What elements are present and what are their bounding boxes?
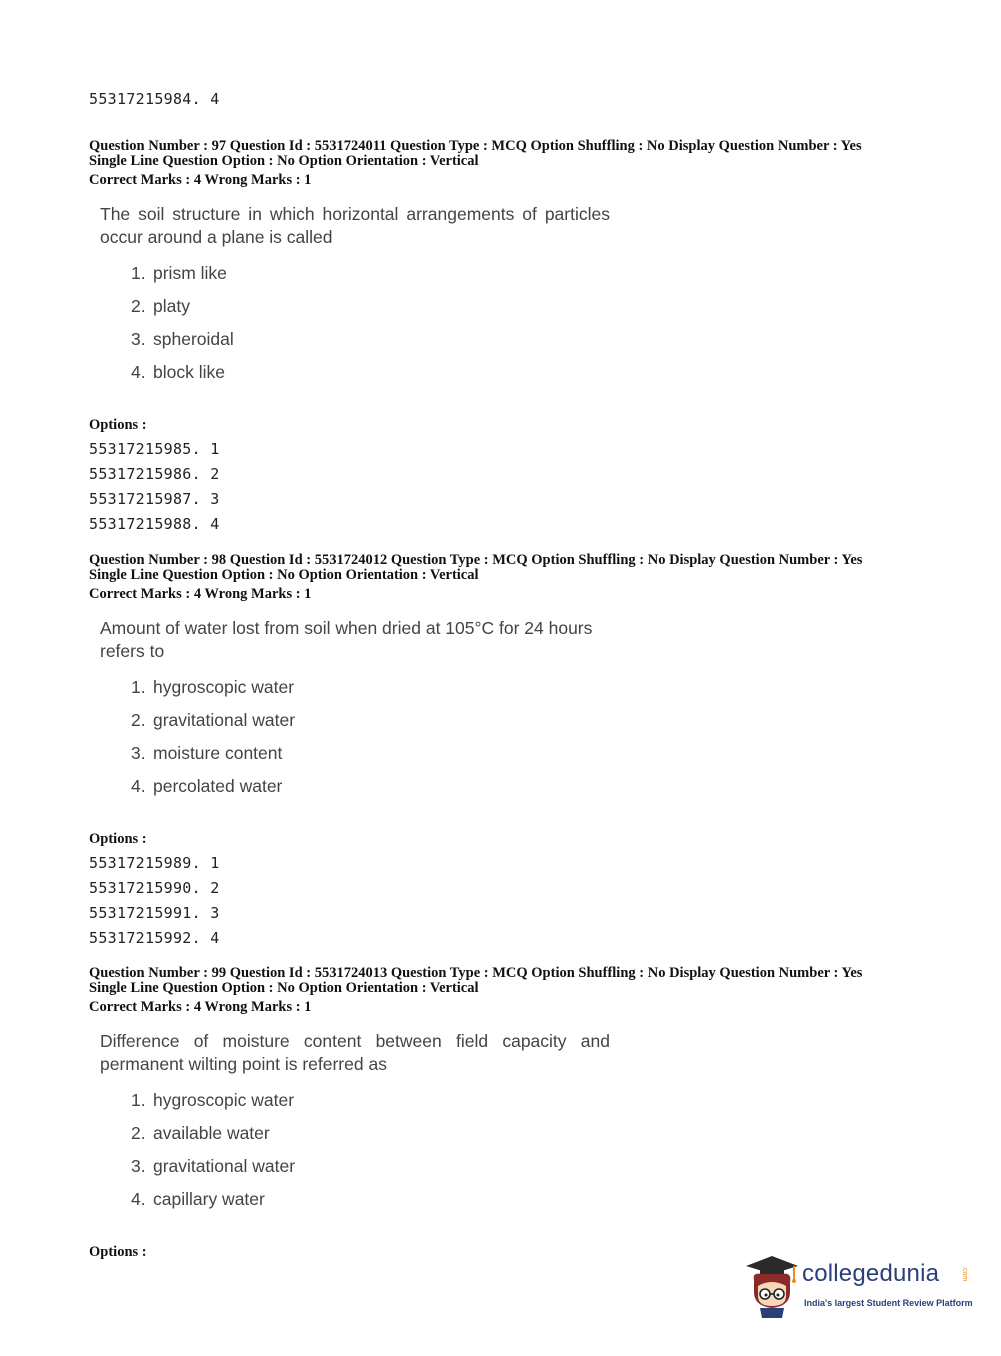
question-text: Amount of water lost from soil when dried at 105°C for 24 hours refers to	[100, 617, 593, 661]
question-marks: Correct Marks : 4 Wrong Marks : 1	[89, 999, 312, 1015]
question-meta	[89, 966, 919, 1015]
answer-choice: 1. hygroscopic water	[131, 1089, 295, 1110]
question-meta-line-2: Single Line Question Option : No Option Orientation : Vertical	[89, 152, 479, 169]
question-marks: Correct Marks : 4 Wrong Marks : 1	[89, 586, 312, 602]
answer-choices	[131, 257, 610, 389]
answer-choice: 4. capillary water	[131, 1188, 265, 1209]
option-id: 55317215989. 1	[89, 853, 220, 872]
question-body	[100, 1030, 610, 1216]
logo-tagline: India's largest Student Review Platform	[804, 1298, 973, 1308]
answer-choice: 3. gravitational water	[131, 1155, 296, 1176]
answer-choice: 3. moisture content	[131, 742, 283, 763]
question-body	[100, 617, 610, 803]
option-id: 55317215986. 2	[89, 464, 220, 483]
option-id: 55317215985. 1	[89, 439, 220, 458]
options-label: Options :	[89, 830, 147, 847]
question-body	[100, 203, 610, 389]
question-meta	[89, 553, 919, 602]
options-label: Options :	[89, 1243, 147, 1260]
question-text: Difference of moisture content between field capacity and permanent wilting point is referred as	[100, 1030, 610, 1074]
answer-choice: 1. prism like	[131, 262, 227, 283]
option-ids	[89, 437, 919, 538]
option-id: 55317215991. 3	[89, 904, 220, 923]
answer-choice: 3. spheroidal	[131, 328, 234, 349]
question-meta	[89, 139, 919, 188]
answer-choice: 4. block like	[131, 361, 225, 382]
logo-suffix: .com	[961, 1266, 968, 1282]
collegedunia-logo	[742, 1252, 972, 1318]
previous-question-last-option: 55317215984. 4	[89, 90, 220, 108]
answer-choice: 4. percolated water	[131, 775, 283, 796]
answer-choice: 2. platy	[131, 295, 190, 316]
question-meta-line-1: Question Number : 99 Question Id : 5531724013 Question Type : MCQ Option Shuffling : No Display Question Number : Yes	[89, 965, 863, 981]
answer-choice: 2. available water	[131, 1122, 270, 1143]
logo-wordmark: collegedunia	[802, 1260, 940, 1287]
question-meta-line-2: Single Line Question Option : No Option Orientation : Vertical	[89, 566, 479, 583]
answer-choices	[131, 1084, 610, 1216]
option-ids	[89, 851, 919, 952]
mascot-icon	[742, 1252, 800, 1318]
option-id: 55317215990. 2	[89, 878, 220, 897]
question-text: The soil structure in which horizontal arrangements of particles occur around a plane is called	[100, 203, 610, 247]
question-meta-line-2: Single Line Question Option : No Option Orientation : Vertical	[89, 979, 479, 996]
option-id: 55317215988. 4	[89, 515, 220, 534]
question-block-98	[89, 553, 919, 952]
answer-choice: 2. gravitational water	[131, 709, 296, 730]
question-block-99	[89, 966, 919, 1261]
answer-choices	[131, 671, 610, 803]
options-label: Options :	[89, 416, 147, 433]
option-id: 55317215992. 4	[89, 929, 220, 948]
option-id: 55317215987. 3	[89, 490, 220, 509]
question-meta-line-1: Question Number : 98 Question Id : 5531724012 Question Type : MCQ Option Shuffling : No Display Question Number : Yes	[89, 552, 863, 568]
question-marks: Correct Marks : 4 Wrong Marks : 1	[89, 172, 312, 188]
answer-choice: 1. hygroscopic water	[131, 676, 295, 697]
question-block-97	[89, 139, 919, 538]
question-meta-line-1: Question Number : 97 Question Id : 5531724011 Question Type : MCQ Option Shuffling : No Display Question Number : Yes	[89, 138, 862, 154]
